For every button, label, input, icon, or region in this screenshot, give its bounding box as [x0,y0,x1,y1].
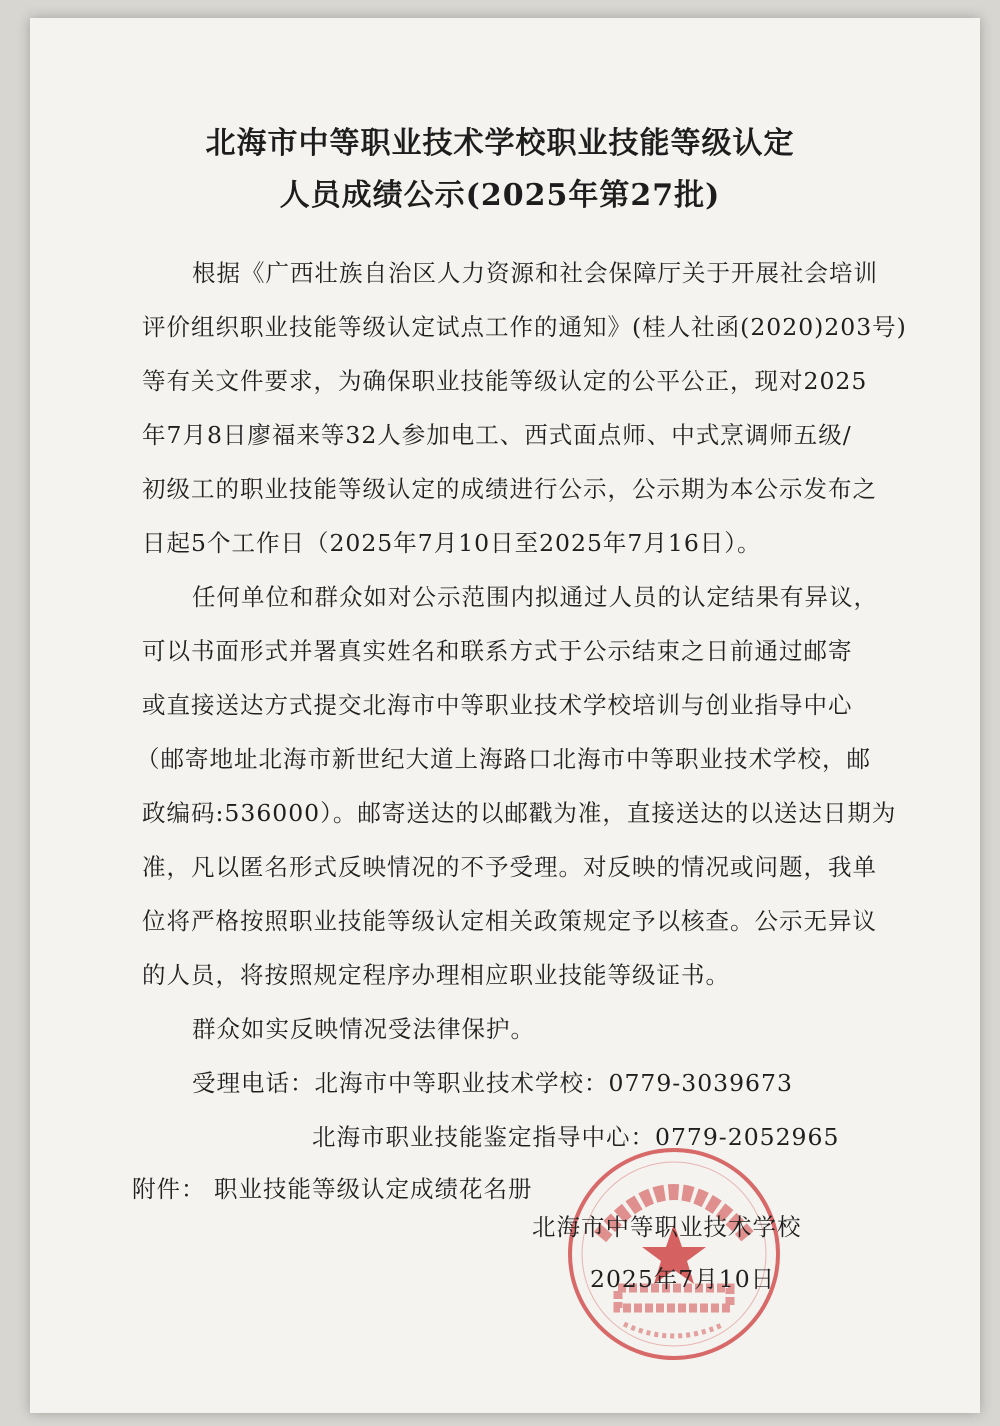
seal-graphic [572,1152,776,1356]
paragraph2-line: 的人员，将按照规定程序办理相应职业技能等级证书。 [142,961,730,989]
paragraph2-line: 或直接送达方式提交北海市中等职业技术学校培训与创业指导中心 [142,691,853,719]
paragraph1-line: 等有关文件要求，为确保职业技能等级认定的公平公正，现对2025 [142,367,868,395]
paragraph1-line: 根据《广西壮族自治区人力资源和社会保障厅关于开展社会培训 [192,259,878,287]
paragraph2-line: 政编码:536000）。邮寄送达的以邮戳为准，直接送达的以送达日期为 [142,799,897,827]
official-seal [568,1148,780,1360]
paragraph2-line: （邮寄地址北海市新世纪大道上海路口北海市中等职业技术学校，邮 [136,745,871,773]
paragraph3: 群众如实反映情况受法律保护。 [192,1015,535,1043]
paragraph1-line: 初级工的职业技能等级认定的成绩进行公示，公示期为本公示发布之 [142,475,877,503]
document-title-line1: 北海市中等职业技术学校职业技能等级认定 [205,126,795,161]
phone-line-school: 受理电话：北海市中等职业技术学校：0779-3039673 [192,1069,793,1097]
signature-date: 2025年7月10日 [590,1265,776,1293]
paragraph2-line: 任何单位和群众如对公示范围内拟通过人员的认定结果有异议， [192,583,878,611]
paragraph1-line: 日起5个工作日（2025年7月10日至2025年7月16日）。 [142,529,762,557]
paragraph1-line: 评价组织职业技能等级认定试点工作的通知》(桂人社函(2020)203号) [142,313,907,341]
paragraph1-line: 年7月8日廖福来等32人参加电工、西式面点师、中式烹调师五级/ [142,421,852,449]
document-title-line2: 人员成绩公示(2025年第27批) [279,178,721,213]
signature-org: 北海市中等职业技术学校 [532,1213,802,1241]
paragraph2-line: 位将严格按照职业技能等级认定相关政策规定予以核查。公示无异议 [142,907,877,935]
paragraph2-line: 准，凡以匿名形式反映情况的不予受理。对反映的情况或问题，我单 [142,853,877,881]
attachment-line: 附件： 职业技能等级认定成绩花名册 [132,1175,533,1203]
phone-line-center: 北海市职业技能鉴定指导中心：0779-2052965 [312,1123,840,1151]
paragraph2-line: 可以书面形式并署真实姓名和联系方式于公示结束之日前通过邮寄 [142,637,853,665]
